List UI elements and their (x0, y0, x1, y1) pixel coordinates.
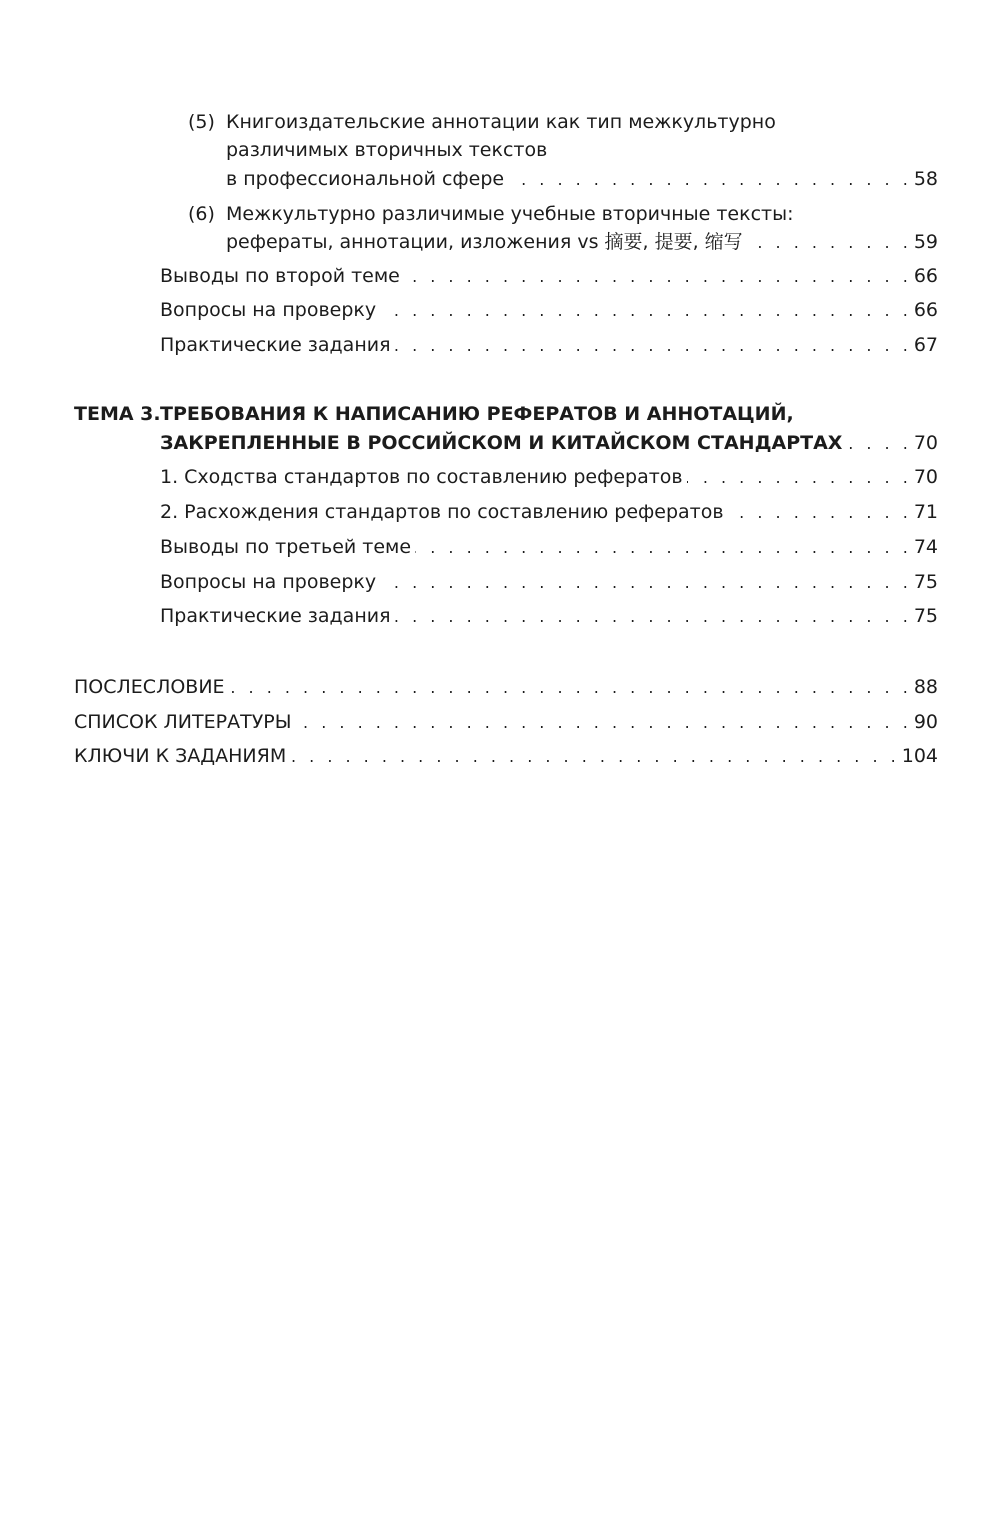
item5-number: (5) (188, 111, 215, 133)
entry-page: 71 (913, 501, 938, 523)
toc-entry-theme3-conclusions[interactable] (160, 536, 938, 558)
toc-entry-theme3-practice[interactable] (160, 605, 938, 627)
leader-dots (404, 269, 912, 283)
leader-dots (846, 436, 911, 450)
leader-dots (296, 715, 912, 729)
entry-label: СПИСОК ЛИТЕРАТУРЫ (74, 711, 292, 733)
entry-label: Вопросы на проверку (160, 299, 377, 321)
entry-page: 88 (913, 676, 938, 698)
item6-line2: рефераты, аннотации, изложения vs 摘要, 提要, 缩写 (226, 231, 743, 253)
leader-dots (508, 172, 912, 186)
toc-entry-afterword[interactable] (74, 676, 938, 698)
toc-entry-keys[interactable] (74, 745, 938, 767)
toc-entry-theme2-questions[interactable] (160, 299, 938, 321)
item5-line1: Книгоиздательские аннотации как тип межкультурно (226, 111, 776, 133)
toc-entry-item5[interactable] (226, 168, 938, 190)
leader-dots (380, 303, 912, 317)
leader-dots (728, 505, 912, 519)
leader-dots (415, 540, 912, 554)
entry-label: Вопросы на проверку (160, 571, 377, 593)
entry-page: 75 (913, 605, 938, 627)
leader-dots (290, 749, 900, 763)
toc-entry-theme2-practice[interactable] (160, 334, 938, 356)
leader-dots (395, 338, 912, 352)
item5-page: 58 (913, 168, 938, 190)
leader-dots (395, 609, 912, 623)
theme3-title-line2: ЗАКРЕПЛЕННЫЕ В РОССИЙСКОМ И КИТАЙСКОМ СТАНДАРТАХ (160, 432, 843, 454)
toc-entry-theme3-diff[interactable] (160, 501, 938, 523)
item6-line1: Межкультурно различимые учебные вторичные тексты: (226, 203, 794, 225)
toc-entry-theme3[interactable] (160, 432, 938, 454)
theme3-page: 70 (913, 432, 938, 454)
entry-page: 74 (913, 536, 938, 558)
leader-dots (747, 235, 912, 249)
entry-label: КЛЮЧИ К ЗАДАНИЯМ (74, 745, 287, 767)
entry-page: 67 (913, 334, 938, 356)
toc-entry-theme3-questions[interactable] (160, 571, 938, 593)
entry-page: 104 (901, 745, 938, 767)
entry-label: Выводы по второй теме (160, 265, 400, 287)
entry-page: 90 (913, 711, 938, 733)
entry-page: 75 (913, 571, 938, 593)
toc-entry-item6[interactable] (226, 231, 938, 253)
entry-label: Выводы по третьей теме (160, 536, 412, 558)
entry-page: 66 (913, 299, 938, 321)
entry-label: 1. Сходства стандартов по составлению рефератов (160, 466, 683, 488)
item5-line2: различимых вторичных текстов (226, 139, 548, 161)
leader-dots (380, 575, 912, 589)
entry-label: Практические задания (160, 334, 391, 356)
leader-dots (229, 680, 912, 694)
toc-entry-references[interactable] (74, 711, 938, 733)
leader-dots (687, 470, 912, 484)
entry-page: 70 (913, 466, 938, 488)
entry-label: Практические задания (160, 605, 391, 627)
theme3-prefix: ТЕМА 3. (74, 403, 161, 425)
toc-entry-theme2-conclusions[interactable] (160, 265, 938, 287)
item6-number: (6) (188, 203, 215, 225)
entry-label: ПОСЛЕСЛОВИЕ (74, 676, 225, 698)
item6-page: 59 (913, 231, 938, 253)
item5-line3: в профессиональной сфере (226, 168, 505, 190)
toc-entry-theme3-similar[interactable] (160, 466, 938, 488)
entry-label: 2. Расхождения стандартов по составлению рефератов (160, 501, 724, 523)
entry-page: 66 (913, 265, 938, 287)
theme3-title-line1: ТРЕБОВАНИЯ К НАПИСАНИЮ РЕФЕРАТОВ И АННОТАЦИЙ, (160, 403, 794, 425)
